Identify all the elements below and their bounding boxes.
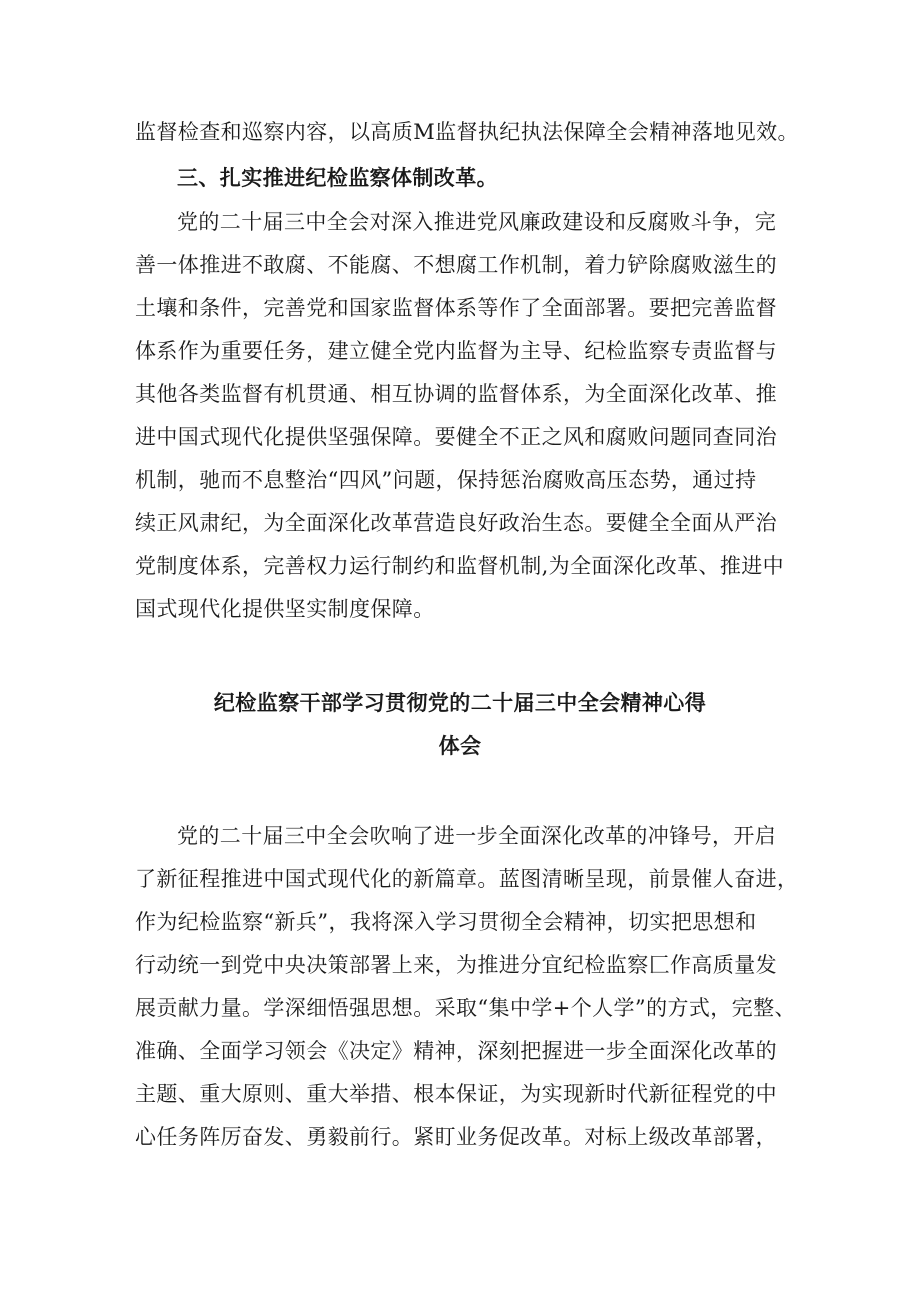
paragraph-line: 其他各类监督有机贯通、相互协调的监督体系，为全面深化改革、推 <box>135 382 777 406</box>
article-title: 纪检监察干部学习贯彻党的二十届三中全会精神心得 <box>213 690 707 715</box>
paragraph-line: 进中国式现代化提供坚强保障。要健全不正之风和腐败问题同查同治 <box>135 425 777 449</box>
paragraph-line: 体系作为重要任务，建立健全党内监督为主导、纪检监察专责监督与 <box>135 339 777 363</box>
paragraph-line: 展贡献力量。学深细悟强思想。采取“集中学+个人学”的方式，完整、 <box>135 996 796 1020</box>
paragraph-line: 了新征程推进中国式现代化的新篇章。蓝图清晰呈现，前景催人奋进， <box>135 867 799 891</box>
paragraph-line: 国式现代化提供坚实制度保障。 <box>135 597 435 621</box>
paragraph-line: 党的二十届三中全会吹响了进一步全面深化改革的冲锋号，开启 <box>177 824 777 848</box>
paragraph-line: 主题、重大原则、重大举措、根本保证，为实现新时代新征程党的中 <box>135 1082 777 1106</box>
article-title-continued: 体会 <box>438 733 482 758</box>
section-heading: 三、扎实推进纪检监察体制改革。 <box>177 165 498 190</box>
paragraph-line: 机制，驰而不息整治“四风”问题，保持惩治腐败高压态势，通过持 <box>135 468 757 492</box>
paragraph-line: 党的二十届三中全会对深入推进党风廉政建设和反腐败斗争，完 <box>177 210 777 234</box>
paragraph-tail-line: 监督检查和巡察内容，以高质M监督执纪执法保障全会精神落地见效。 <box>135 120 799 144</box>
paragraph-line: 党制度体系，完善权力运行制约和监督机制,为全面深化改革、推进中 <box>135 554 785 578</box>
paragraph-line: 续正风肃纪，为全面深化改革营造良好政治生态。要健全全面从严治 <box>135 511 777 535</box>
paragraph-line: 作为纪检监察“新兵”，我将深入学习贯彻全会精神，切实把思想和 <box>135 910 757 934</box>
paragraph-line: 行动统一到党中央决策部署上来，为推进分宜纪检监察匚作高质量发 <box>135 953 777 977</box>
paragraph-line: 准确、全面学习领会《决定》精神，深刻把握进一步全面深化改革的 <box>135 1039 777 1063</box>
paragraph-line: 善一体推进不敢腐、不能腐、不想腐工作机制，着力铲除腐败滋生的 <box>135 253 777 277</box>
paragraph-line: 土壤和条件，完善党和国家监督体系等作了全面部署。要把完善监督 <box>135 296 777 320</box>
paragraph-line: 心任务阵厉奋发、勇毅前行。紧盯业务促改革。对标上级改革部署， <box>135 1125 777 1149</box>
